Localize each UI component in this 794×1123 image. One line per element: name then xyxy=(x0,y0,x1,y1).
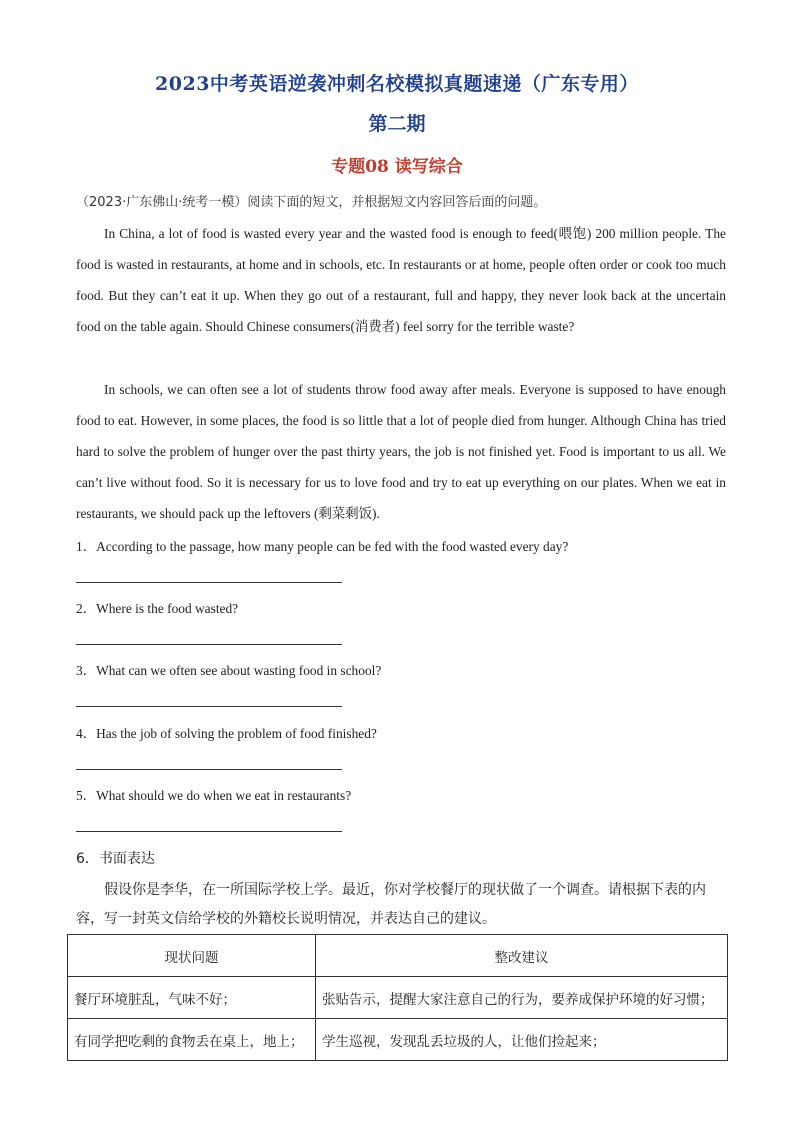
writing-prompt xyxy=(76,876,726,934)
header-current-problem: 现状问题 xyxy=(68,935,316,977)
question-number: 5． xyxy=(76,788,97,803)
table-row xyxy=(68,977,728,1019)
writing-task-label: 6．书面表达 xyxy=(76,851,155,867)
answer-line-5[interactable] xyxy=(76,831,342,832)
question-number: 4． xyxy=(76,726,97,741)
topic-heading: 专题08 读写综合 xyxy=(331,157,463,177)
question-4 xyxy=(76,723,726,742)
passage-paragraph-1-text: In China, a lot of food is wasted every year and the wasted food is enough to feed(喂饱) 200 million people. The food is wasted in restaurants, at home and in schools, etc. In restaurants or at home, people often order or cook too much food. But they can’t eat it up. When they go out of a restaurant, full and happy, they never look back at the uncertain food on the table again. Should Chinese consumers(消费者) feel sorry for the terrible waste? xyxy=(76,226,726,334)
question-1 xyxy=(76,536,726,555)
question-text: What can we often see about wasting food in school? xyxy=(96,663,382,678)
document-title: 2023中考英语逆袭冲刺名校模拟真题速递（广东专用） xyxy=(155,73,639,95)
answer-line-3[interactable] xyxy=(76,706,342,707)
question-text: According to the passage, how many people can be fed with the food wasted every day? xyxy=(96,539,569,554)
question-3 xyxy=(76,660,726,679)
issue-label: 第二期 xyxy=(368,113,426,135)
question-number: 1． xyxy=(76,539,97,554)
answer-line-2[interactable] xyxy=(76,644,342,645)
passage-paragraph-2 xyxy=(76,374,726,529)
header-suggestion: 整改建议 xyxy=(316,935,728,977)
question-2 xyxy=(76,598,726,617)
source-instruction: （2023·广东佛山·统考一模）阅读下面的短文，并根据短文内容回答后面的问题。 xyxy=(76,195,547,210)
table-header-row xyxy=(68,935,728,977)
answer-line-1[interactable] xyxy=(76,582,342,583)
question-5 xyxy=(76,785,726,804)
question-text: Where is the food wasted? xyxy=(96,601,239,616)
table-cell: 餐厅环境脏乱，气味不好； xyxy=(68,977,316,1019)
answer-line-4[interactable] xyxy=(76,769,342,770)
question-number: 2． xyxy=(76,601,97,616)
passage-paragraph-2-text: In schools, we can often see a lot of students throw food away after meals. Everyone is supposed to have enough food to eat. However, in some places, the food is so little that a lot of people died from hunger. Although China has tried hard to solve the problem of hunger over the past thirty years, the job is not finished yet. Food is important to us all. We can’t live without food. So it is necessary for us to love food and try to eat up everything on our plates. When we eat in restaurants, we should pack up the leftovers (剩菜剩饭). xyxy=(76,382,726,521)
writing-prompt-text: 假设你是李华，在一所国际学校上学。最近，你对学校餐厅的现状做了一个调查。请根据下表的内容，写一封英文信给学校的外籍校长说明情况，并表达自己的建议。 xyxy=(76,882,706,927)
table-row xyxy=(68,1019,728,1061)
question-text: Has the job of solving the problem of food finished? xyxy=(96,726,377,741)
survey-table xyxy=(67,934,728,1061)
table-cell: 张贴告示，提醒大家注意自己的行为，要养成保护环境的好习惯； xyxy=(316,977,728,1019)
table-cell: 有同学把吃剩的食物丢在桌上，地上； xyxy=(68,1019,316,1061)
table-cell: 学生巡视，发现乱丢垃圾的人，让他们捡起来； xyxy=(316,1019,728,1061)
passage-paragraph-1 xyxy=(76,218,726,342)
question-text: What should we do when we eat in restaurants? xyxy=(96,788,352,803)
question-number: 3． xyxy=(76,663,97,678)
